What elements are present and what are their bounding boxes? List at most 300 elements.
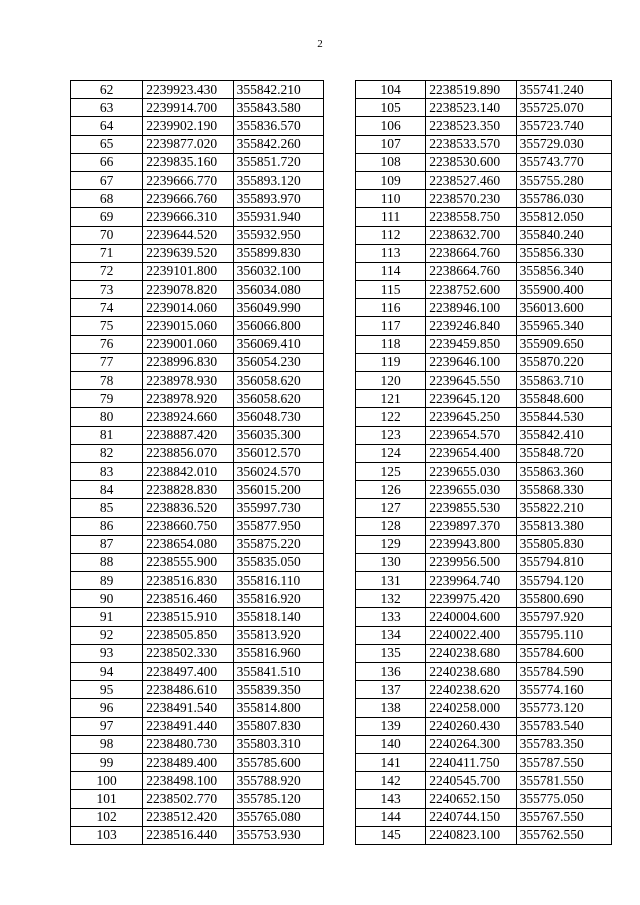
point-number-cell: 129 [356, 535, 426, 553]
table-row [356, 262, 612, 280]
x-coordinate-cell: 2240823.100 [426, 826, 516, 844]
y-coordinate-cell: 355844.530 [516, 408, 611, 426]
y-coordinate-cell: 355835.050 [233, 553, 323, 571]
table-row [356, 753, 612, 771]
table-row [356, 226, 612, 244]
point-number-cell: 139 [356, 717, 426, 735]
point-number-cell: 70 [71, 226, 143, 244]
point-number-cell: 130 [356, 553, 426, 571]
table-row [356, 499, 612, 517]
x-coordinate-cell: 2240004.600 [426, 608, 516, 626]
x-coordinate-cell: 2239666.310 [143, 208, 233, 226]
point-number-cell: 114 [356, 262, 426, 280]
y-coordinate-cell: 355856.330 [516, 244, 611, 262]
x-coordinate-cell: 2238856.070 [143, 444, 233, 462]
y-coordinate-cell: 355932.950 [233, 226, 323, 244]
point-number-cell: 141 [356, 753, 426, 771]
point-number-cell: 83 [71, 462, 143, 480]
x-coordinate-cell: 2238502.330 [143, 644, 233, 662]
y-coordinate-cell: 356015.200 [233, 481, 323, 499]
point-number-cell: 72 [71, 262, 143, 280]
y-coordinate-cell: 355803.310 [233, 735, 323, 753]
table-row [71, 644, 324, 662]
table-row [71, 99, 324, 117]
point-number-cell: 82 [71, 444, 143, 462]
table-row [71, 281, 324, 299]
table-row [356, 735, 612, 753]
point-number-cell: 117 [356, 317, 426, 335]
table-row [356, 153, 612, 171]
y-coordinate-cell: 356069.410 [233, 335, 323, 353]
table-row [356, 99, 612, 117]
table-row [356, 808, 612, 826]
x-coordinate-cell: 2239855.530 [426, 499, 516, 517]
table-row [356, 772, 612, 790]
y-coordinate-cell: 355875.220 [233, 535, 323, 553]
point-number-cell: 134 [356, 626, 426, 644]
x-coordinate-cell: 2238519.890 [426, 81, 516, 99]
y-coordinate-cell: 355807.830 [233, 717, 323, 735]
table-row [71, 481, 324, 499]
y-coordinate-cell: 355841.510 [233, 663, 323, 681]
y-coordinate-cell: 355805.830 [516, 535, 611, 553]
x-coordinate-cell: 2239877.020 [143, 135, 233, 153]
point-number-cell: 116 [356, 299, 426, 317]
table-row [71, 372, 324, 390]
x-coordinate-cell: 2238486.610 [143, 681, 233, 699]
point-number-cell: 69 [71, 208, 143, 226]
x-coordinate-cell: 2238996.830 [143, 353, 233, 371]
x-coordinate-cell: 2239943.800 [426, 535, 516, 553]
x-coordinate-cell: 2240744.150 [426, 808, 516, 826]
y-coordinate-cell: 355775.050 [516, 790, 611, 808]
table-row [71, 299, 324, 317]
y-coordinate-cell: 355814.800 [233, 699, 323, 717]
table-row [356, 299, 612, 317]
y-coordinate-cell: 355893.970 [233, 190, 323, 208]
x-coordinate-cell: 2239101.800 [143, 262, 233, 280]
point-number-cell: 96 [71, 699, 143, 717]
x-coordinate-cell: 2239078.820 [143, 281, 233, 299]
x-coordinate-cell: 2239666.760 [143, 190, 233, 208]
x-coordinate-cell: 2238515.910 [143, 608, 233, 626]
table-row [356, 681, 612, 699]
y-coordinate-cell: 355965.340 [516, 317, 611, 335]
y-coordinate-cell: 355767.550 [516, 808, 611, 826]
y-coordinate-cell: 356049.990 [233, 299, 323, 317]
point-number-cell: 137 [356, 681, 426, 699]
table-row [356, 462, 612, 480]
table-row [71, 826, 324, 844]
point-number-cell: 123 [356, 426, 426, 444]
point-number-cell: 145 [356, 826, 426, 844]
point-number-cell: 67 [71, 171, 143, 189]
point-number-cell: 131 [356, 572, 426, 590]
table-row [71, 135, 324, 153]
point-number-cell: 127 [356, 499, 426, 517]
x-coordinate-cell: 2239666.770 [143, 171, 233, 189]
x-coordinate-cell: 2239645.250 [426, 408, 516, 426]
x-coordinate-cell: 2238632.700 [426, 226, 516, 244]
point-number-cell: 71 [71, 244, 143, 262]
y-coordinate-cell: 355743.770 [516, 153, 611, 171]
table-row [356, 281, 612, 299]
table-row [356, 572, 612, 590]
x-coordinate-cell: 2238489.400 [143, 753, 233, 771]
table-row [71, 317, 324, 335]
y-coordinate-cell: 355842.210 [233, 81, 323, 99]
y-coordinate-cell: 355786.030 [516, 190, 611, 208]
y-coordinate-cell: 355729.030 [516, 135, 611, 153]
table-row [71, 81, 324, 99]
x-coordinate-cell: 2239639.520 [143, 244, 233, 262]
x-coordinate-cell: 2239014.060 [143, 299, 233, 317]
point-number-cell: 102 [71, 808, 143, 826]
table-row [356, 372, 612, 390]
point-number-cell: 90 [71, 590, 143, 608]
table-row [71, 553, 324, 571]
point-number-cell: 65 [71, 135, 143, 153]
x-coordinate-cell: 2239655.030 [426, 481, 516, 499]
point-number-cell: 79 [71, 390, 143, 408]
table-row [356, 208, 612, 226]
y-coordinate-cell: 355800.690 [516, 590, 611, 608]
x-coordinate-cell: 2239015.060 [143, 317, 233, 335]
table-row [356, 517, 612, 535]
x-coordinate-cell: 2239459.850 [426, 335, 516, 353]
point-number-cell: 143 [356, 790, 426, 808]
y-coordinate-cell: 355783.540 [516, 717, 611, 735]
y-coordinate-cell: 355851.720 [233, 153, 323, 171]
table-row [71, 753, 324, 771]
point-number-cell: 103 [71, 826, 143, 844]
x-coordinate-cell: 2240411.750 [426, 753, 516, 771]
x-coordinate-cell: 2238558.750 [426, 208, 516, 226]
y-coordinate-cell: 355997.730 [233, 499, 323, 517]
point-number-cell: 125 [356, 462, 426, 480]
x-coordinate-cell: 2240022.400 [426, 626, 516, 644]
y-coordinate-cell: 355868.330 [516, 481, 611, 499]
y-coordinate-cell: 355781.550 [516, 772, 611, 790]
table-row [356, 553, 612, 571]
y-coordinate-cell: 355755.280 [516, 171, 611, 189]
table-row [356, 408, 612, 426]
x-coordinate-cell: 2238516.440 [143, 826, 233, 844]
x-coordinate-cell: 2238516.830 [143, 572, 233, 590]
x-coordinate-cell: 2239654.400 [426, 444, 516, 462]
y-coordinate-cell: 356034.080 [233, 281, 323, 299]
point-number-cell: 138 [356, 699, 426, 717]
point-number-cell: 98 [71, 735, 143, 753]
y-coordinate-cell: 355899.830 [233, 244, 323, 262]
table-row [356, 171, 612, 189]
y-coordinate-cell: 355842.410 [516, 426, 611, 444]
y-coordinate-cell: 355893.120 [233, 171, 323, 189]
table-row [71, 808, 324, 826]
table-row [71, 663, 324, 681]
x-coordinate-cell: 2240652.150 [426, 790, 516, 808]
table-row [71, 335, 324, 353]
x-coordinate-cell: 2238502.770 [143, 790, 233, 808]
x-coordinate-cell: 2238498.100 [143, 772, 233, 790]
table-row [356, 190, 612, 208]
point-number-cell: 89 [71, 572, 143, 590]
x-coordinate-cell: 2238946.100 [426, 299, 516, 317]
point-number-cell: 91 [71, 608, 143, 626]
table-body [71, 81, 324, 845]
x-coordinate-cell: 2238836.520 [143, 499, 233, 517]
page-number: 2 [317, 38, 323, 50]
x-coordinate-cell: 2238978.920 [143, 390, 233, 408]
point-number-cell: 144 [356, 808, 426, 826]
y-coordinate-cell: 355773.120 [516, 699, 611, 717]
y-coordinate-cell: 356024.570 [233, 462, 323, 480]
y-coordinate-cell: 355870.220 [516, 353, 611, 371]
point-number-cell: 97 [71, 717, 143, 735]
x-coordinate-cell: 2240238.680 [426, 644, 516, 662]
table-row [356, 535, 612, 553]
y-coordinate-cell: 355839.350 [233, 681, 323, 699]
point-number-cell: 99 [71, 753, 143, 771]
table-row [71, 626, 324, 644]
y-coordinate-cell: 355816.960 [233, 644, 323, 662]
y-coordinate-cell: 355774.160 [516, 681, 611, 699]
point-number-cell: 121 [356, 390, 426, 408]
y-coordinate-cell: 355741.240 [516, 81, 611, 99]
x-coordinate-cell: 2239914.700 [143, 99, 233, 117]
y-coordinate-cell: 355784.600 [516, 644, 611, 662]
table-row [71, 608, 324, 626]
x-coordinate-cell: 2240264.300 [426, 735, 516, 753]
x-coordinate-cell: 2238842.010 [143, 462, 233, 480]
y-coordinate-cell: 356035.300 [233, 426, 323, 444]
y-coordinate-cell: 355909.650 [516, 335, 611, 353]
x-coordinate-cell: 2239897.370 [426, 517, 516, 535]
table-row [356, 663, 612, 681]
table-row [71, 226, 324, 244]
y-coordinate-cell: 355784.590 [516, 663, 611, 681]
table-row [356, 481, 612, 499]
x-coordinate-cell: 2238533.570 [426, 135, 516, 153]
point-number-cell: 132 [356, 590, 426, 608]
table-row [71, 572, 324, 590]
point-number-cell: 100 [71, 772, 143, 790]
point-number-cell: 136 [356, 663, 426, 681]
y-coordinate-cell: 355822.210 [516, 499, 611, 517]
point-number-cell: 92 [71, 626, 143, 644]
x-coordinate-cell: 2240258.000 [426, 699, 516, 717]
x-coordinate-cell: 2238664.760 [426, 262, 516, 280]
table-row [71, 535, 324, 553]
point-number-cell: 133 [356, 608, 426, 626]
table-row [71, 699, 324, 717]
x-coordinate-cell: 2238480.730 [143, 735, 233, 753]
point-number-cell: 68 [71, 190, 143, 208]
point-number-cell: 112 [356, 226, 426, 244]
table-row [71, 772, 324, 790]
x-coordinate-cell: 2240260.430 [426, 717, 516, 735]
y-coordinate-cell: 355783.350 [516, 735, 611, 753]
y-coordinate-cell: 355794.120 [516, 572, 611, 590]
point-number-cell: 80 [71, 408, 143, 426]
point-number-cell: 113 [356, 244, 426, 262]
x-coordinate-cell: 2238654.080 [143, 535, 233, 553]
point-number-cell: 66 [71, 153, 143, 171]
table-row [71, 735, 324, 753]
x-coordinate-cell: 2238887.420 [143, 426, 233, 444]
y-coordinate-cell: 355816.110 [233, 572, 323, 590]
point-number-cell: 78 [71, 372, 143, 390]
y-coordinate-cell: 355863.360 [516, 462, 611, 480]
y-coordinate-cell: 355765.080 [233, 808, 323, 826]
x-coordinate-cell: 2239645.550 [426, 372, 516, 390]
point-number-cell: 88 [71, 553, 143, 571]
x-coordinate-cell: 2239645.120 [426, 390, 516, 408]
y-coordinate-cell: 356032.100 [233, 262, 323, 280]
y-coordinate-cell: 355723.740 [516, 117, 611, 135]
x-coordinate-cell: 2239646.100 [426, 353, 516, 371]
x-coordinate-cell: 2238523.350 [426, 117, 516, 135]
y-coordinate-cell: 356012.570 [233, 444, 323, 462]
table-row [71, 444, 324, 462]
point-number-cell: 64 [71, 117, 143, 135]
y-coordinate-cell: 355843.580 [233, 99, 323, 117]
table-row [71, 171, 324, 189]
table-row [71, 117, 324, 135]
point-number-cell: 118 [356, 335, 426, 353]
point-number-cell: 93 [71, 644, 143, 662]
x-coordinate-cell: 2239902.190 [143, 117, 233, 135]
y-coordinate-cell: 355753.930 [233, 826, 323, 844]
x-coordinate-cell: 2239964.740 [426, 572, 516, 590]
point-number-cell: 81 [71, 426, 143, 444]
x-coordinate-cell: 2238530.600 [426, 153, 516, 171]
table-row [71, 426, 324, 444]
point-number-cell: 108 [356, 153, 426, 171]
table-row [356, 317, 612, 335]
point-number-cell: 77 [71, 353, 143, 371]
y-coordinate-cell: 355842.260 [233, 135, 323, 153]
point-number-cell: 94 [71, 663, 143, 681]
x-coordinate-cell: 2238570.230 [426, 190, 516, 208]
point-number-cell: 85 [71, 499, 143, 517]
x-coordinate-cell: 2238664.760 [426, 244, 516, 262]
y-coordinate-cell: 355816.920 [233, 590, 323, 608]
x-coordinate-cell: 2238828.830 [143, 481, 233, 499]
table-row [356, 826, 612, 844]
table-row [71, 590, 324, 608]
x-coordinate-cell: 2239975.420 [426, 590, 516, 608]
x-coordinate-cell: 2238752.600 [426, 281, 516, 299]
table-row [71, 717, 324, 735]
coordinates-table-left [70, 80, 324, 845]
y-coordinate-cell: 355812.050 [516, 208, 611, 226]
coordinates-table-right [355, 80, 612, 845]
point-number-cell: 101 [71, 790, 143, 808]
y-coordinate-cell: 355797.920 [516, 608, 611, 626]
table-row [356, 626, 612, 644]
x-coordinate-cell: 2238555.900 [143, 553, 233, 571]
point-number-cell: 87 [71, 535, 143, 553]
point-number-cell: 74 [71, 299, 143, 317]
table-row [356, 81, 612, 99]
point-number-cell: 84 [71, 481, 143, 499]
table-row [356, 590, 612, 608]
x-coordinate-cell: 2238497.400 [143, 663, 233, 681]
point-number-cell: 135 [356, 644, 426, 662]
x-coordinate-cell: 2238527.460 [426, 171, 516, 189]
point-number-cell: 124 [356, 444, 426, 462]
x-coordinate-cell: 2238505.850 [143, 626, 233, 644]
table-row [356, 426, 612, 444]
point-number-cell: 73 [71, 281, 143, 299]
table-row [71, 408, 324, 426]
y-coordinate-cell: 355795.110 [516, 626, 611, 644]
y-coordinate-cell: 355813.920 [233, 626, 323, 644]
y-coordinate-cell: 355788.920 [233, 772, 323, 790]
y-coordinate-cell: 355856.340 [516, 262, 611, 280]
y-coordinate-cell: 355848.720 [516, 444, 611, 462]
point-number-cell: 63 [71, 99, 143, 117]
point-number-cell: 140 [356, 735, 426, 753]
point-number-cell: 95 [71, 681, 143, 699]
table-row [71, 262, 324, 280]
table-row [356, 390, 612, 408]
point-number-cell: 107 [356, 135, 426, 153]
y-coordinate-cell: 355818.140 [233, 608, 323, 626]
x-coordinate-cell: 2239246.840 [426, 317, 516, 335]
point-number-cell: 105 [356, 99, 426, 117]
table-row [71, 681, 324, 699]
point-number-cell: 128 [356, 517, 426, 535]
x-coordinate-cell: 2240238.620 [426, 681, 516, 699]
point-number-cell: 109 [356, 171, 426, 189]
y-coordinate-cell: 356066.800 [233, 317, 323, 335]
table-row [356, 444, 612, 462]
x-coordinate-cell: 2238924.660 [143, 408, 233, 426]
y-coordinate-cell: 355794.810 [516, 553, 611, 571]
table-row [356, 335, 612, 353]
point-number-cell: 86 [71, 517, 143, 535]
table-row [71, 462, 324, 480]
x-coordinate-cell: 2240238.680 [426, 663, 516, 681]
x-coordinate-cell: 2239644.520 [143, 226, 233, 244]
x-coordinate-cell: 2238660.750 [143, 517, 233, 535]
table-row [356, 699, 612, 717]
table-row [71, 390, 324, 408]
point-number-cell: 115 [356, 281, 426, 299]
x-coordinate-cell: 2238978.930 [143, 372, 233, 390]
point-number-cell: 106 [356, 117, 426, 135]
table-row [356, 717, 612, 735]
x-coordinate-cell: 2239923.430 [143, 81, 233, 99]
y-coordinate-cell: 355785.120 [233, 790, 323, 808]
x-coordinate-cell: 2238491.540 [143, 699, 233, 717]
y-coordinate-cell: 355836.570 [233, 117, 323, 135]
y-coordinate-cell: 355877.950 [233, 517, 323, 535]
table-row [71, 244, 324, 262]
table-row [356, 117, 612, 135]
x-coordinate-cell: 2238512.420 [143, 808, 233, 826]
point-number-cell: 122 [356, 408, 426, 426]
y-coordinate-cell: 355787.550 [516, 753, 611, 771]
y-coordinate-cell: 355813.380 [516, 517, 611, 535]
table-row [71, 208, 324, 226]
y-coordinate-cell: 356013.600 [516, 299, 611, 317]
table-row [71, 499, 324, 517]
x-coordinate-cell: 2238523.140 [426, 99, 516, 117]
point-number-cell: 142 [356, 772, 426, 790]
